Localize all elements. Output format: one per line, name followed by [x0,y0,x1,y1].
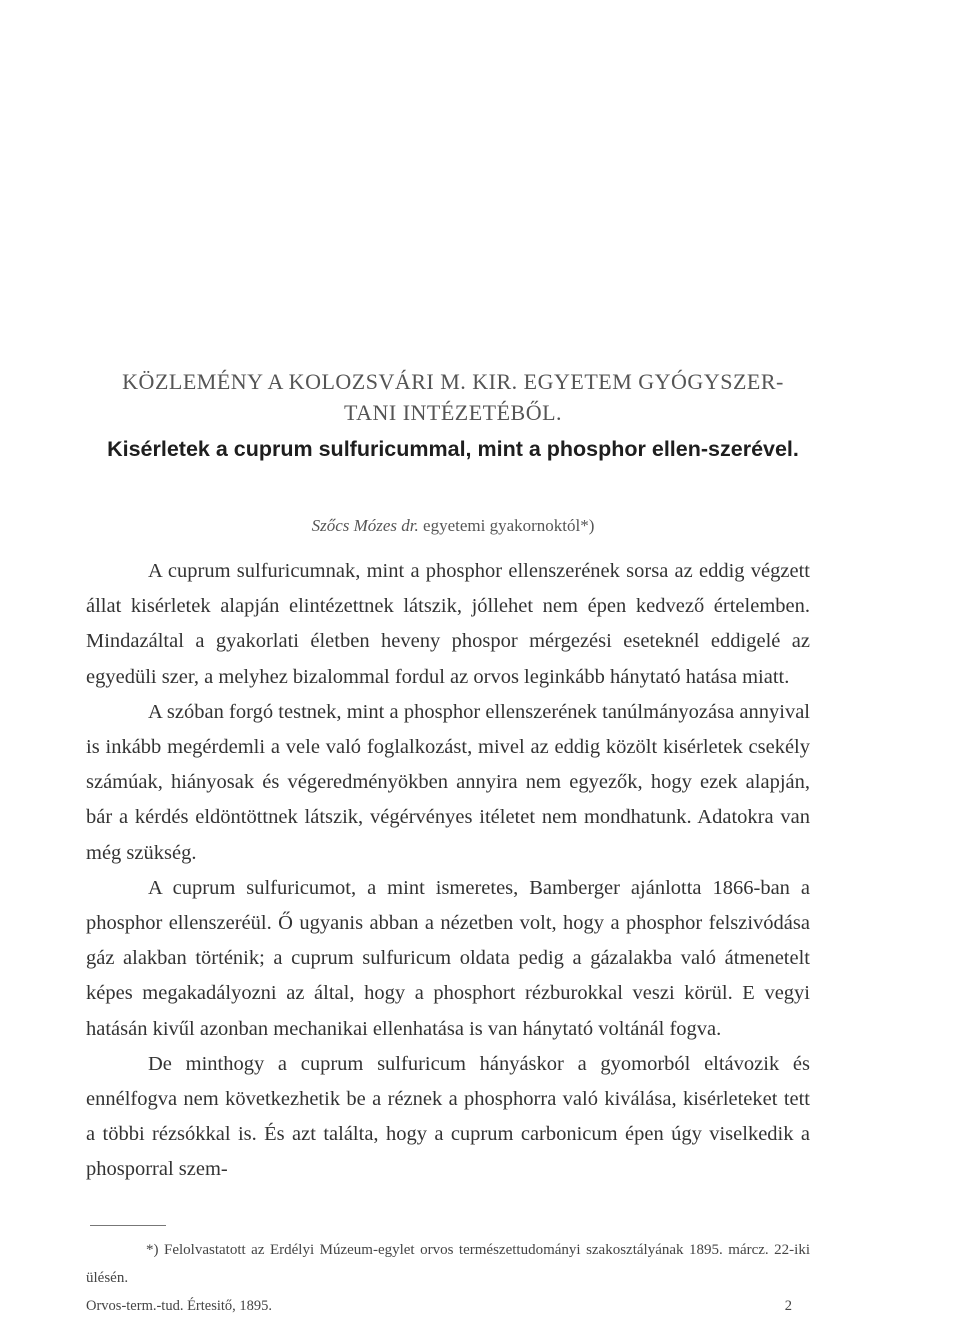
footnote-divider [90,1225,166,1226]
paragraph-2: A szóban forgó testnek, mint a phosphor ellenszerének tanúlmányozása annyival is inkább megérdemli a vele való foglalkozást, mivel az eddig közölt kisérletek csekély számúak, hiányosak és végeredményökben annyira nem egyezők, hogy ezek alapján, bár a kérdés eldöntöttnek látszik, végérvényes itéletet nem mondhatunk. Adatokra van még szükség. [86,700,810,864]
journal-reference: Orvos-term.-tud. Értesitő, 1895. [86,1298,273,1314]
header-line-2: TANI INTÉZETÉBŐL. [343,400,563,425]
paragraph-1: A cuprum sulfuricumnak, mint a phosphor ellenszerének sorsa az eddig végzett állat kisérletek alapján elintézettnek látszik, jóllehet nem épen kedvező értelemben. Mindazáltal a gyakorlati életben heveny phospor mérgezési eseteknél eddigelé az egyedüli szer, a melyhez bizalommal fordul az orvos leginkább hánytató hatása miatt. [86,560,810,688]
footnote-text: *) Felolvastatott az Erdélyi Múzeum-egylet orvos természettudományi szakosztályának 1895. márcz. 22-iki ülésén. [86,1242,810,1286]
page-footer [86,1296,792,1316]
article-body [86,554,810,1188]
page-number: 2 [784,1298,792,1314]
author-name: Szőcs Mózes dr. [311,516,419,535]
paragraph-3: A cuprum sulfuricumot, a mint ismeretes, Bamberger ajánlotta 1866-ban a phosphor ellenszeréül. Ő ugyanis abban a nézetben volt, hogy a phosphor felszivódása gáz alakban történik; a cuprum sulfuricum oldata pedig a gázalakba való átmenetelt képes megakadályozni az által, hogy a phosphort rézburokkal veszi körül. E vegyi hatásán kivűl azonban mechanikai ellenhatása is van hánytató voltánál fogva. [86,876,810,1040]
author-role: egyetemi gyakornoktól*) [423,516,595,535]
institute-header [90,366,816,428]
article-title: Kisérletek a cuprum sulfuricummal, mint a phosphor ellen-szerével. [107,437,799,461]
footnote [86,1236,810,1292]
paragraph-4: De minthogy a cuprum sulfuricum hányáskor a gyomorból eltávozik és ennélfogva nem következhetik be a réznek a phosphorra való kiválása, kisérleteket tett a többi rézsókkal is. És azt találta, hogy a cuprum carbonicum épen úgy viselkedik a phosporral szem- [86,1052,810,1181]
author-line [90,514,816,538]
header-line-1: KÖZLEMÉNY A KOLOZSVÁRI M. KIR. EGYETEM GYÓGYSZER- [122,369,784,394]
